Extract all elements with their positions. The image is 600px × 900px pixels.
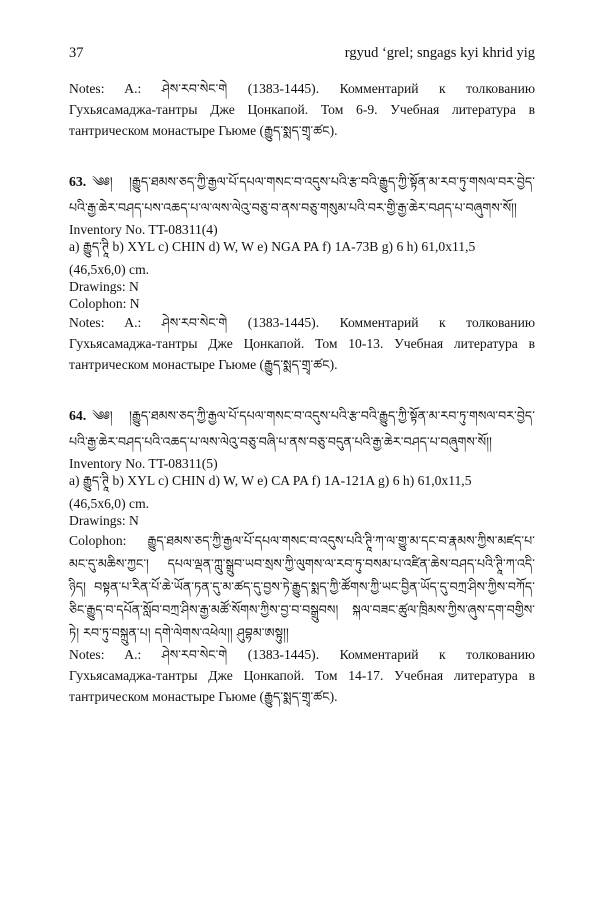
notes-text: тантрическом монастыре Гьюме ( (69, 689, 265, 704)
details-text: b) XYL c) CHIN d) W, W e) NGA PA f) 1A-73B g) 6 h) 61,0x11,5 (112, 239, 476, 254)
notes-monastery-tibetan: རྒྱུད་སྨད་གྲྭ་ཚང (264, 689, 330, 704)
notes-line (69, 120, 535, 141)
entry-number: 63. (69, 174, 87, 189)
notes-author-tibetan: ཤེས་རབ་སེང་གེ (161, 647, 228, 662)
notes-line (69, 644, 535, 665)
details-text: a) (69, 239, 80, 254)
running-title: rgyud ‘grel; sngags kyi khrid yig (344, 45, 535, 61)
details-tibetan: རྒྱུད་ཊཱི (82, 239, 110, 254)
entry-details (69, 238, 535, 255)
entry-colophon: Colophon: N (69, 296, 140, 311)
notes-monastery-tibetan: རྒྱུད་སྨད་གྲྭ་ཚང (264, 123, 330, 138)
notes-author-tibetan: ཤེས་རབ་སེང་གེ (161, 81, 228, 96)
notes-line: Гухьясамаджа-тантры Дже Цонкапой. Том 10-13. Учебная литература в (69, 336, 535, 351)
intro-notes (69, 78, 535, 141)
inventory-number: Inventory No. TT-08311(5) (69, 456, 218, 471)
notes-line: Гухьясамаджа-тантры Дже Цонкапой. Том 14-17. Учебная литература в (69, 668, 535, 683)
page-header (69, 45, 535, 62)
inventory-number: Inventory No. TT-08311(4) (69, 222, 218, 237)
notes-dates: (1383-1445). Комментарий к толкованию (247, 315, 536, 330)
notes-prefix: Notes: A.: (69, 81, 142, 96)
notes-prefix: Notes: A.: (69, 647, 142, 662)
entry-drawings: Drawings: N (69, 279, 139, 294)
notes-prefix: Notes: A.: (69, 315, 142, 330)
notes-dates: (1383-1445). Комментарий к толкованию (247, 647, 536, 662)
notes-text: тантрическом монастыре Гьюме ( (69, 123, 265, 138)
entry-drawings: Drawings: N (69, 513, 139, 528)
notes-line: Гухьясамаджа-тантры Дже Цонкапой. Том 6-9. Учебная литература в (69, 102, 535, 117)
colophon-tibetan: རྒྱུད་ཐམས་ཅད་ཀྱི་རྒྱལ་པོ་དཔལ་གསང་བ་འདུས་པའི་ཊཱི་ཀ་ལ་གྱུ་མ་དང་བ་རྣམས་ཀྱིས་མཛད་པ་མང་དུ་མཆིས་ཀྱང་། དཔལ་ལྡན་ཀླུ་སྒྲུབ་ཡབ་སྲས་ཀྱི་ལུགས་ལ་རབ་ཏུ་བསམ་པ་འཛིན་ཆེས་བཤད་པའི་ཊཱི་ཀ་འདི་ཉིད། བསྟན་པ་རིན་པོ་ཆེ་ཡོན་ཏན་དུ་མ་ཚད་དུ་བྱས་ཏེ་རྒྱུད་སྨད་ཀྱི་ཚོགས་ཀྱི་ཡང་བྱིན་ཡོད་དུ་བཀྲ་ཤིས་ཀྱིས་བཀོད་ཅིང་རྒྱུད་བ་དཔོན་སློབ་བཀྲ་ཤིས་རྒྱ་མཚོ་སོགས་ཀྱིས་བྱ་བ་བསྒྲུབས། སྐལ་བཟང་ཚུལ་ཁྲིམས་ཀྱིས་ཞུས་དག་བགྱིས་ཏེ། རབ་ཏུ་བསྐྲུན་པ། དགེ་ལེགས་འཕེལ།། ཤུབྷམ་ཨསྟུ།། (69, 533, 535, 640)
catalog-entry (69, 403, 535, 707)
entry-size: (46,5x6,0) cm. (69, 496, 150, 511)
catalog-entry (69, 169, 535, 375)
details-text: b) XYL c) CHIN d) W, W e) CA PA f) 1A-121A g) 6 h) 61,0x11,5 (112, 473, 472, 488)
notes-text: ). (329, 357, 338, 372)
notes-text: тантрическом монастыре Гьюме ( (69, 357, 265, 372)
notes-text: ). (329, 689, 338, 704)
entry-number: 64. (69, 408, 87, 423)
notes-line (69, 686, 535, 707)
notes-text: ). (329, 123, 338, 138)
details-text: a) (69, 473, 80, 488)
entry-title (69, 403, 535, 455)
colophon-label: Colophon: (69, 533, 127, 548)
details-tibetan: རྒྱུད་ཊཱི (82, 473, 110, 488)
entry-title (69, 169, 535, 221)
notes-dates: (1383-1445). Комментарий к толкованию (247, 81, 536, 96)
notes-monastery-tibetan: རྒྱུད་སྨད་གྲྭ་ཚང (264, 357, 330, 372)
notes-line (69, 354, 535, 375)
entry-size: (46,5x6,0) cm. (69, 262, 150, 277)
entry-title-tibetan: ༄༅། །རྒྱུད་ཐམས་ཅད་ཀྱི་རྒྱལ་པོ་དཔལ་གསང་བ་འདུས་པའི་རྩ་བའི་རྒྱུད་ཀྱི་སྟོན་མ་རབ་ཏུ་གསལ་བར་བྱེད་པའི་རྒྱ་ཆེར་བཤད་པའི་འཆད་པ་ལས་ལེའུ་བཅུ་བཞི་པ་ནས་བཅུ་བདུན་པའི་རྒྱ་ཆེར་བཤད་པ་བཞུགས་སོ།། (69, 408, 535, 449)
notes-author-tibetan: ཤེས་རབ་སེང་གེ (161, 315, 228, 330)
entry-title-tibetan: ༄༅། །རྒྱུད་ཐམས་ཅད་ཀྱི་རྒྱལ་པོ་དཔལ་གསང་བ་འདུས་པའི་རྩ་བའི་རྒྱུད་ཀྱི་སྟོན་མ་རབ་ཏུ་གསལ་བར་བྱེད་པའི་རྒྱ་ཆེར་བཤད་པས་འཆད་པ་ལ་ལས་ལེའུ་བཅུ་བ་ནས་བཅུ་གསུམ་པའི་བར་གྱི་རྒྱ་ཆེར་བཤད་པ་བཞུགས་སོ།། (69, 174, 535, 215)
notes-line (69, 78, 535, 99)
entry-colophon (69, 529, 535, 644)
notes-line (69, 312, 535, 333)
page-content (69, 78, 535, 707)
entry-details (69, 472, 535, 489)
page-number: 37 (69, 45, 84, 61)
